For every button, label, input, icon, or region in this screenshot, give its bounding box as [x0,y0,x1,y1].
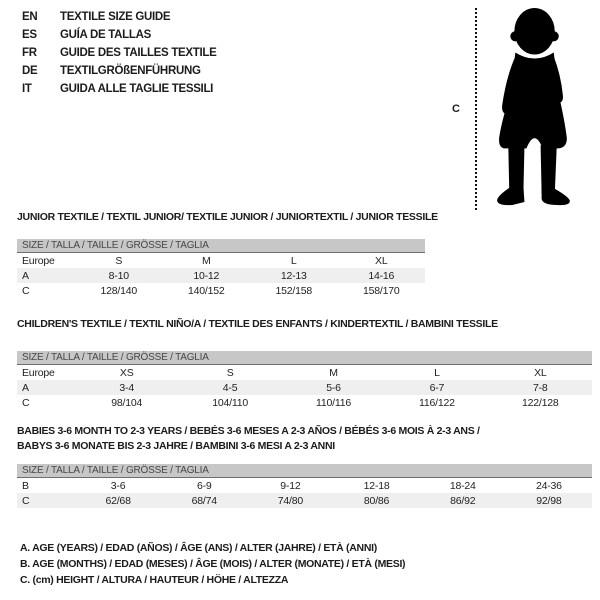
table-cell: 80/86 [363,494,390,507]
table-cell: 10-12 [193,269,220,282]
babies-row-b-label: B [22,479,29,492]
language-row-de [22,62,217,80]
junior-section [17,211,438,298]
junior-row-a-label: A [22,269,29,282]
table-cell: 24-36 [535,479,562,492]
language-label-en: TEXTILE SIZE GUIDE [60,11,171,23]
language-label-it: GUIDA ALLE TAGLIE TESSILI [60,83,214,95]
language-code-de: DE [22,65,38,77]
table-cell: 3-4 [119,381,134,394]
table-cell: 18-24 [449,479,476,492]
language-list [22,8,217,98]
language-label-de: TEXTILGRÖßENFÜHRUNG [60,65,201,77]
junior-size-header-bar [17,239,425,253]
table-cell: 116/122 [419,396,455,409]
table-cell: 158/170 [362,284,400,297]
language-code-it: IT [22,83,32,95]
children-col-s: S [226,366,234,379]
table-cell: 122/128 [522,396,559,409]
junior-col-m: M [201,254,211,267]
language-code-fr: FR [22,47,37,59]
children-col-l: L [434,366,440,379]
table-cell: 14-16 [368,269,395,282]
children-row-c [17,395,592,410]
footnotes [20,540,405,588]
junior-row-c-label: C [22,284,30,297]
table-cell: 152/158 [275,284,313,297]
footnote-c: C. (cm) HEIGHT / ALTURA / HAUTEUR / HÖHE / ALTEZZA [20,574,289,586]
table-cell: 5-6 [326,381,341,394]
table-cell: 98/104 [111,396,143,409]
junior-size-header-label: SIZE / TALLA / TAILLE / GRÖSSE / TAGLIA [22,240,209,251]
children-size-header-bar [17,351,592,365]
children-col-region: Europe [22,366,55,379]
table-cell: 6-9 [196,479,212,492]
height-measure-label: C [452,103,460,115]
table-cell: 12-13 [280,269,307,282]
footnote-b: B. AGE (MONTHS) / EDAD (MESES) / ÂGE (MOIS) / ALTER (MONATE) / ETÀ (MESI) [20,558,406,570]
language-label-fr: GUIDE DES TAILLES TEXTILE [60,47,217,59]
table-cell: 3-6 [110,479,126,492]
table-cell: 7-8 [533,381,548,394]
babies-size-header-bar [17,464,592,478]
children-size-header-label: SIZE / TALLA / TAILLE / GRÖSSE / TAGLIA [22,352,209,363]
junior-col-l: L [290,254,297,267]
junior-row-c [17,283,425,298]
table-cell: 104/110 [212,396,248,409]
table-cell: 86/92 [450,494,476,507]
babies-row-c-label: C [22,494,30,507]
language-code-es: ES [22,29,37,41]
junior-header-row [17,253,425,268]
table-cell: 12-18 [363,479,390,492]
children-row-a [17,380,592,395]
baby-silhouette [482,6,578,208]
language-row-it [22,80,217,98]
table-cell: 68/74 [191,494,217,507]
table-cell: 110/116 [315,396,351,409]
language-label-es: GUÍA DE TALLAS [60,29,151,41]
children-header-row [17,365,592,380]
table-cell: 128/140 [100,284,138,297]
language-row-es [22,26,217,44]
children-row-c-label: C [22,396,30,409]
junior-col-region: Europe [22,254,55,267]
junior-col-xl: XL [375,254,388,267]
babies-section [17,424,592,508]
babies-title-line-2: BABYS 3-6 MONATE BIS 2-3 JAHRE / BAMBINI 3-6 MESI A 2-3 ANNI [17,440,335,452]
table-cell: 8-10 [108,269,129,282]
language-code-en: EN [22,11,38,23]
language-row-fr [22,44,217,62]
language-row-en [22,8,217,26]
children-col-xl: XL [534,366,547,379]
table-cell: 140/152 [187,284,225,297]
babies-title-line-1: BABIES 3-6 MONTH TO 2-3 YEARS / BEBÉS 3-6 MESES A 2-3 AÑOS / BÉBÉS 3-6 MOIS À 2-3 ANS / [17,425,480,437]
babies-row-b [17,478,592,493]
table-cell: 92/98 [536,494,562,507]
children-col-xs: XS [119,366,134,379]
junior-col-s: S [115,254,123,267]
babies-size-header-label: SIZE / TALLA / TAILLE / GRÖSSE / TAGLIA [22,465,209,476]
children-section [17,318,592,410]
babies-row-c [17,493,592,508]
junior-row-a [17,268,425,283]
babies-section-title [17,424,592,454]
table-cell: 4-5 [222,381,238,394]
children-row-a-label: A [22,381,29,394]
table-cell: 9-12 [280,479,301,492]
table-cell: 62/68 [105,494,131,507]
table-cell: 6-7 [429,381,445,394]
table-cell: 74/80 [277,494,304,507]
footnote-a: A. AGE (YEARS) / EDAD (AÑOS) / ÂGE (ANS) / ALTER (JAHRE) / ETÀ (ANNI) [20,542,377,554]
children-col-m: M [329,366,338,379]
children-section-title: CHILDREN'S TEXTILE / TEXTIL NIÑO/A / TEXTILE DES ENFANTS / KINDERTEXTIL / BAMBINI TESSILE [17,318,498,330]
junior-section-title: JUNIOR TEXTILE / TEXTIL JUNIOR/ TEXTILE JUNIOR / JUNIORTEXTIL / JUNIOR TESSILE [17,211,438,223]
height-measure-dotted-line [475,8,477,210]
